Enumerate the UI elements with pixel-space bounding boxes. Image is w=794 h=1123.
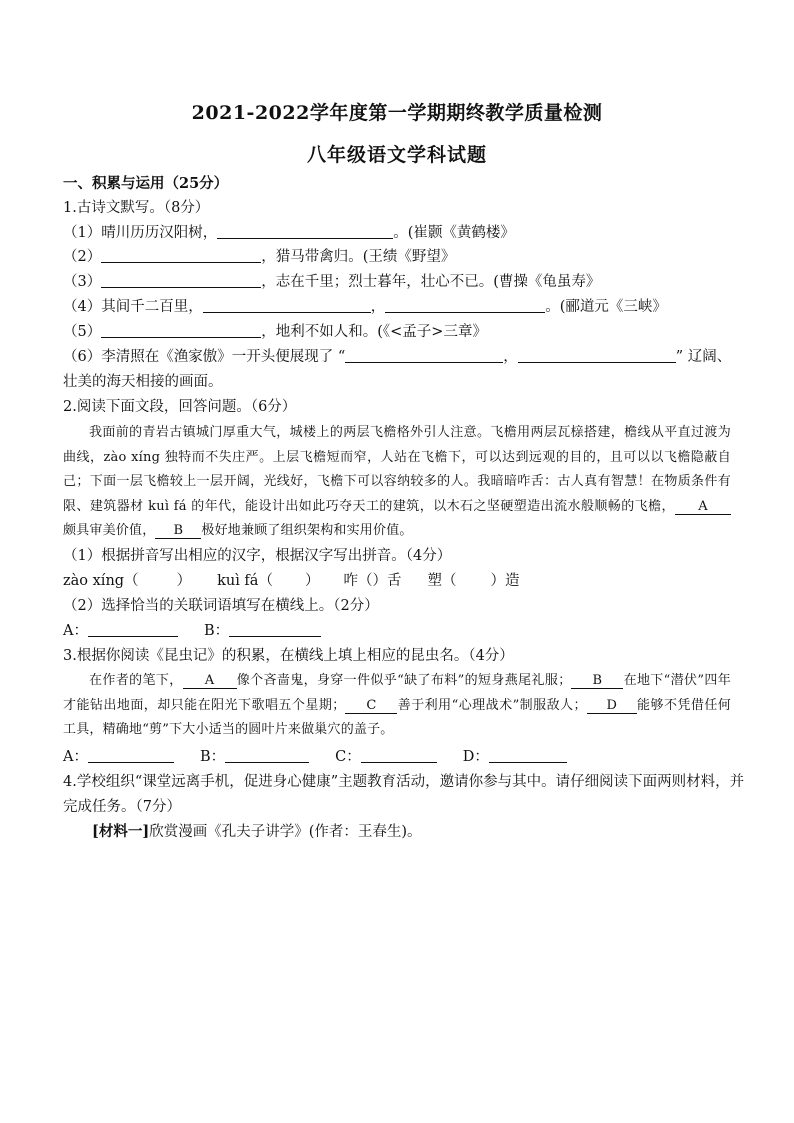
answer-blank[interactable] (518, 347, 676, 363)
answer-blank[interactable] (345, 347, 503, 363)
q2-answer-row: A： B： (63, 620, 733, 642)
q1-line-6: （6）李清照在《渔家傲》一开头便展现了 “ ， ” 辽阔、 (63, 349, 732, 365)
q1-line-4: （4）其间千二百里， ， 。(郦道元《三峡》 (63, 299, 667, 315)
answer-blank[interactable] (203, 297, 371, 313)
q1-title: 1.古诗文默写。（8分） (63, 200, 210, 216)
q2-sub2: （2）选择恰当的关联词语填写在横线上。（2分） (63, 598, 379, 614)
answer-blank[interactable] (101, 272, 261, 288)
q3-title: 3.根据你阅读《昆虫记》的积累，在横线上填上相应的昆虫名。（4分） (63, 648, 514, 664)
q1-line-5: （5） ，地利不如人和。(《<孟子>三章》 (63, 324, 487, 340)
answer-blank-c[interactable] (361, 747, 437, 763)
answer-blank-a[interactable] (88, 747, 174, 763)
answer-blank[interactable] (385, 297, 545, 313)
q1-line-2: （2） ，猎马带禽归。(王绩《野望》 (63, 249, 456, 265)
blank-d[interactable]: D (587, 698, 637, 714)
section-heading: 一、积累与运用（25分） (63, 175, 229, 192)
answer-blank[interactable] (101, 322, 261, 338)
q2-sub1: （1）根据拼音写出相应的汉字，根据汉字写出拼音。（4分） (63, 548, 452, 564)
blank-c[interactable]: C (345, 698, 397, 714)
q2-title: 2.阅读下面文段，回答问题。（6分） (63, 399, 297, 415)
blank-b[interactable]: B (571, 673, 623, 689)
answer-blank-b[interactable] (229, 621, 321, 637)
answer-blank-a[interactable] (88, 621, 178, 637)
blank-a[interactable]: A (183, 673, 237, 689)
blank-b[interactable]: B (155, 523, 201, 539)
q1-line-1: （1）晴川历历汉阳树， 。(崔颢《黄鹤楼》 (63, 225, 515, 241)
q1-line-6-cont: 壮美的海天相接的画面。 (63, 374, 223, 390)
exam-subtitle: 八年级语文学科试题 (306, 144, 487, 166)
q4-title-line-1: 4.学校组织“课堂远离手机，促进身心健康”主题教育活动，邀请你参与其中。请仔细阅读下面两则材料，并 (63, 774, 745, 790)
q2-pinyin-row: zào xíng（ ） kuì fá（ ） 咋（）舌 塑（ ）造 (63, 573, 520, 589)
answer-blank[interactable] (101, 247, 261, 263)
q4-title-line-2: 完成任务。（7分） (63, 799, 181, 815)
q1-line-3: （3） ，志在千里；烈士暮年，壮心不已。(曹操《龟虽寿》 (63, 274, 601, 290)
q2-passage: 我面前的青岩古镇城门厚重大气，城楼上的两层飞檐格外引人注意。飞檐用两层瓦榇搭建，檐线从平直过渡为曲线，zào xíng 独特而不失庄严。上层飞檐短而窄，人站在飞檐下，可以达到远观的目的，且可以以飞檐隐蔽自己；下面一层飞檐较上一层开阔，光线好，飞檐下可以容纳较多的人。我暗暗咋舌：古人真有智慧！在物质条件有限、建筑器材 kuì fá 的年代，能设计出如此巧夺天工的建筑，以木石之坚硬塑造出流水般顺畅的飞檐， A颇具审美价值， B 极好地兼顾了组织架构和实用价值。 (63, 425, 731, 538)
answer-blank[interactable] (217, 223, 393, 239)
q3-passage: 在作者的笔下， A 像个吝啬鬼，身穿一件似乎“缺了布料”的短身燕尾礼服； B 在地下“潜伏”四年才能钻出地面，却只能在阳光下歌唱五个星期； C 善于利用“心理战术”制服敌人； D 能够不凭借任何工具，精确地“剪”下大小适当的圆叶片来做巢穴的盖子。 (63, 673, 731, 737)
blank-a[interactable]: A (675, 499, 731, 515)
q4-material-1: [材料一]欣赏漫画《孔夫子讲学》(作者：王春生)。 (92, 823, 422, 840)
answer-blank-d[interactable] (489, 747, 567, 763)
exam-title: 2021-2022学年度第一学期期终教学质量检测 (191, 102, 603, 124)
answer-blank-b[interactable] (225, 747, 309, 763)
q3-answer-row: A： B： C： D： (63, 746, 733, 768)
